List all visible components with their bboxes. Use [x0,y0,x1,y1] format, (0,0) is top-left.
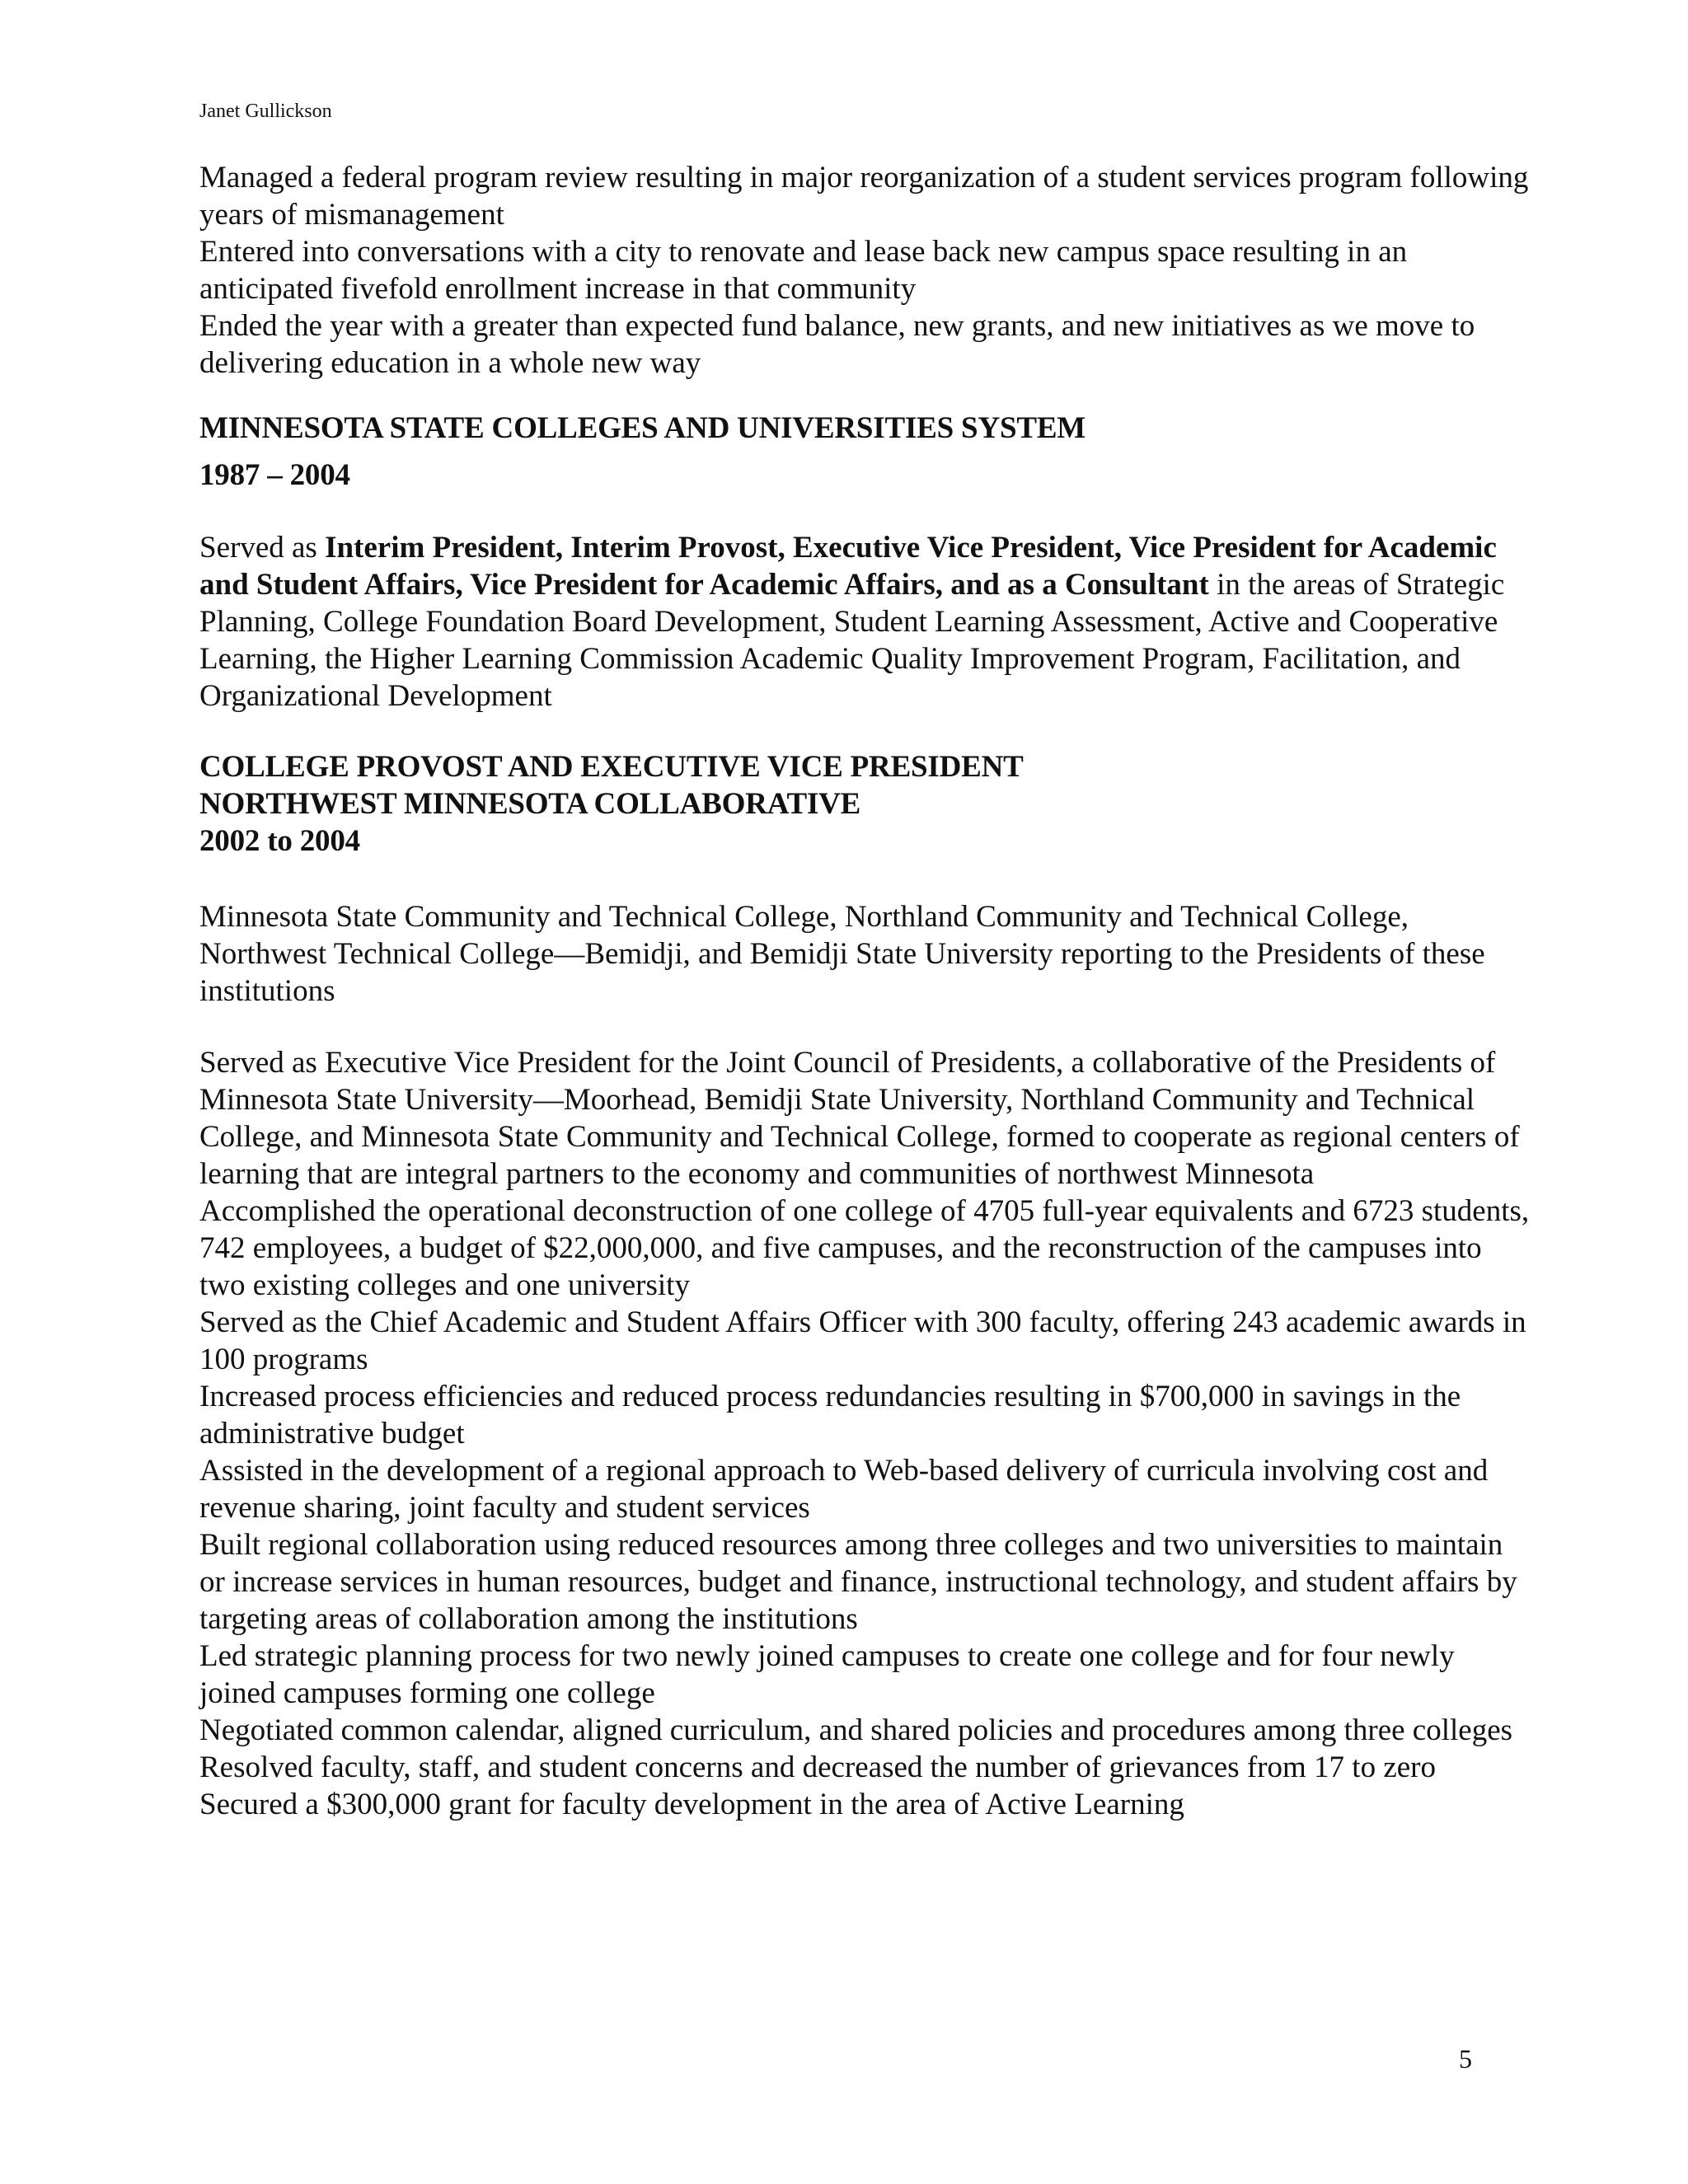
list-item: Resolved faculty, staff, and student concerns and decreased the number of grievances from 17 to zero [199,1750,1436,1784]
section-title-mnscu: MINNESOTA STATE COLLEGES AND UNIVERSITIES SYSTEM [199,411,1086,445]
list-item: Built regional collaboration using reduced resources among three colleges and two universities to maintain or increase services in human resources, budget and finance, instructional technology, and student affairs by targeting areas of collaboration among the institutions [199,1528,1517,1636]
list-item: Led strategic planning process for two newly joined campuses to create one college and for four newly joined campuses forming one college [199,1639,1455,1710]
intro-list [199,159,1535,382]
roles-bold-text: Interim President, Interim Provost, Executive Vice President, Vice President for Academic and Student Affairs, Vice President for Academic Affairs, and as a Consultant [199,531,1497,602]
list-item: Increased process efficiencies and reduced process redundancies resulting in $700,000 in savings in the administrative budget [199,1380,1461,1451]
page-number: 5 [1459,2044,1472,2074]
list-item: Served as the Chief Academic and Student Affairs Officer with 300 faculty, offering 243 academic awards in 100 programs [199,1305,1526,1376]
section-dates-provost: 2002 to 2004 [199,824,360,858]
list-item: Ended the year with a greater than expected fund balance, new grants, and new initiatives as we move to delivering education in a whole new way [199,309,1475,380]
provost-intro-paragraph [199,898,1535,1010]
paragraph-suffix: in the areas of Strategic Planning, College Foundation Board Development, Student Learning Assessment, Active and Cooperative Learning, the Higher Learning Commission Academic Quality Improvement Program, Facilitation, and Organizational Development [199,568,1505,713]
list-item: Negotiated common calendar, aligned curriculum, and shared policies and procedures among three colleges [199,1713,1513,1747]
mnscu-summary-paragraph [199,529,1535,715]
list-item: Assisted in the development of a regional approach to Web-based delivery of curricula involving cost and revenue sharing, joint faculty and student services [199,1454,1489,1525]
list-item: Secured a $300,000 grant for faculty development in the area of Active Learning [199,1788,1184,1821]
section-dates-mnscu: 1987 – 2004 [199,458,350,492]
list-item: Entered into conversations with a city to renovate and lease back new campus space resulting in an anticipated fivefold enrollment increase in that community [199,235,1408,306]
paragraph-prefix: Served as [199,531,326,565]
running-header-name: Janet Gullickson [199,101,332,122]
section-title-line2: NORTHWEST MINNESOTA COLLABORATIVE [199,787,861,821]
list-item: Served as Executive Vice President for the Joint Council of Presidents, a collaborative of the Presidents of Minnesota State University—Moorhead, Bemidji State University, Northland Community and Technical College, and Minnesota State Community and Technical College, formed to cooperate as regional centers of learning that are integral partners to the economy and communities of northwest Minnesota [199,1046,1520,1191]
list-item: Managed a federal program review resulting in major reorganization of a student services program following years of mismanagement [199,161,1529,232]
provost-intro-text: Minnesota State Community and Technical College, Northland Community and Technical College, Northwest Technical College—Bemidji, and Bemidji State University reporting to the Presidents of these institutions [199,900,1485,1008]
list-item: Accomplished the operational deconstruction of one college of 4705 full-year equivalents and 6723 students, 742 employees, a budget of $22,000,000, and five campuses, and the reconstruction of the campuses into two existing colleges and one university [199,1194,1530,1302]
section-title-line1: COLLEGE PROVOST AND EXECUTIVE VICE PRESIDENT [199,750,1024,784]
provost-achievements-list [199,1044,1535,1823]
section-title-block-provost [199,748,1024,860]
